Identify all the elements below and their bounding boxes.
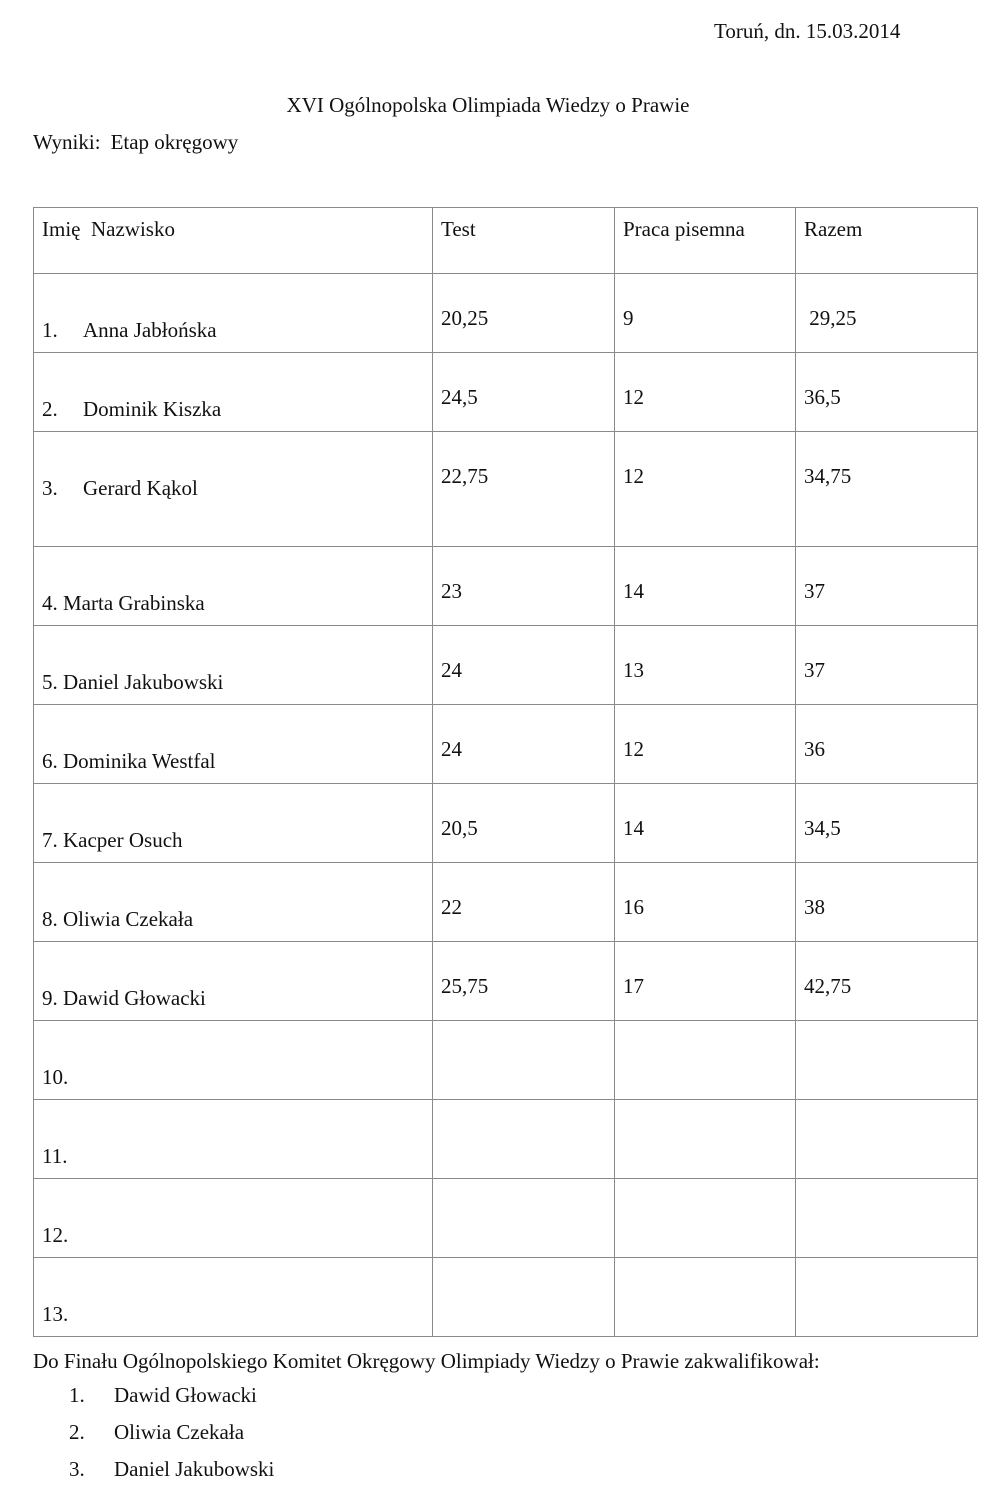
table-header-row xyxy=(34,208,978,274)
score-total-cell xyxy=(796,863,978,942)
participant-entry xyxy=(42,986,206,1011)
participant-number: 2. xyxy=(42,397,58,421)
participant-entry xyxy=(42,1302,68,1327)
qualified-list xyxy=(33,1383,274,1494)
score-written: 12 xyxy=(623,737,644,761)
participant-number: 12. xyxy=(42,1223,69,1247)
score-total: 36,5 xyxy=(804,385,841,409)
participant-name: Daniel Jakubowski xyxy=(63,670,224,694)
participant-name: Marta Grabinska xyxy=(63,591,205,615)
participant-name: Oliwia Czekała xyxy=(63,907,194,931)
score-total: 34,75 xyxy=(804,464,852,488)
participant-cell xyxy=(34,1021,433,1100)
score-total-cell xyxy=(796,353,978,432)
score-total: 37 xyxy=(804,658,825,682)
score-test: 23 xyxy=(441,579,462,603)
score-written: 12 xyxy=(623,464,644,488)
score-written-cell xyxy=(615,705,796,784)
participant-number: 3. xyxy=(42,476,58,500)
score-written-cell xyxy=(615,1100,796,1179)
qualified-item xyxy=(33,1457,274,1494)
table-row xyxy=(34,863,978,942)
participant-cell xyxy=(34,547,433,626)
score-test-cell xyxy=(433,626,615,705)
score-written-cell xyxy=(615,432,796,547)
qualified-item xyxy=(33,1420,274,1457)
score-written: 16 xyxy=(623,895,644,919)
participant-entry xyxy=(42,1144,67,1169)
score-test: 22,75 xyxy=(441,464,489,488)
qualified-number: 3. xyxy=(69,1457,85,1481)
score-test: 24 xyxy=(441,737,462,761)
participant-entry xyxy=(42,907,193,932)
score-written-cell xyxy=(615,547,796,626)
score-written-cell xyxy=(615,274,796,353)
table-row xyxy=(34,1258,978,1337)
participant-entry xyxy=(42,397,221,422)
score-total-cell xyxy=(796,274,978,353)
score-total-cell xyxy=(796,1258,978,1337)
table-row xyxy=(34,353,978,432)
score-total-cell xyxy=(796,432,978,547)
participant-number: 1. xyxy=(42,318,58,342)
participant-number: 9. xyxy=(42,986,58,1010)
participant-cell xyxy=(34,1179,433,1258)
score-test-cell xyxy=(433,432,615,547)
column-header-written-label: Praca pisemna xyxy=(623,217,745,241)
participant-cell xyxy=(34,942,433,1021)
score-total-cell xyxy=(796,547,978,626)
stage-label: Etap okręgowy xyxy=(110,130,239,154)
participant-number: 8. xyxy=(42,907,58,931)
score-test-cell xyxy=(433,547,615,626)
participant-number: 13. xyxy=(42,1302,69,1326)
column-header-name xyxy=(34,208,433,274)
column-header-test-label: Test xyxy=(441,217,476,241)
table-row xyxy=(34,274,978,353)
score-test: 25,75 xyxy=(441,974,489,998)
score-written-cell xyxy=(615,353,796,432)
table-row xyxy=(34,1021,978,1100)
participant-cell xyxy=(34,626,433,705)
score-test-cell xyxy=(433,274,615,353)
score-test-cell xyxy=(433,1021,615,1100)
column-header-total-label: Razem xyxy=(804,217,863,241)
column-header-written xyxy=(615,208,796,274)
participant-number: 6. xyxy=(42,749,58,773)
table-row xyxy=(34,1100,978,1179)
participant-cell xyxy=(34,353,433,432)
table-row xyxy=(34,432,978,547)
score-written: 13 xyxy=(623,658,644,682)
document-date: Toruń, dn. 15.03.2014 xyxy=(714,19,901,43)
table-row xyxy=(34,547,978,626)
score-written-cell xyxy=(615,1258,796,1337)
participant-entry xyxy=(42,749,215,774)
column-header-total xyxy=(796,208,978,274)
table-row xyxy=(34,784,978,863)
score-total-cell xyxy=(796,626,978,705)
participant-cell xyxy=(34,705,433,784)
score-test-cell xyxy=(433,942,615,1021)
score-written: 12 xyxy=(623,385,644,409)
score-test-cell xyxy=(433,705,615,784)
participant-entry xyxy=(42,318,217,343)
results-table xyxy=(33,207,978,1337)
column-header-test xyxy=(433,208,615,274)
participant-name: Gerard Kąkol xyxy=(83,476,198,500)
results-label: Wyniki: xyxy=(33,130,101,154)
score-test-cell xyxy=(433,353,615,432)
score-total: 37 xyxy=(804,579,825,603)
participant-number: 11. xyxy=(42,1144,68,1168)
results-subtitle xyxy=(33,130,238,155)
score-total: 34,5 xyxy=(804,816,841,840)
table-row xyxy=(34,705,978,784)
participant-cell xyxy=(34,432,433,547)
participant-cell xyxy=(34,863,433,942)
column-header-name-label: Imię Nazwisko xyxy=(42,217,175,241)
participant-name: Anna Jabłońska xyxy=(83,318,217,342)
participant-name: Dawid Głowacki xyxy=(63,986,206,1010)
qualified-name: Daniel Jakubowski xyxy=(114,1457,275,1481)
score-test: 24,5 xyxy=(441,385,478,409)
score-written: 9 xyxy=(623,306,634,330)
document-title: XVI Ogólnopolska Olimpiada Wiedzy o Prawie xyxy=(286,93,690,117)
score-written: 17 xyxy=(623,974,644,998)
score-written-cell xyxy=(615,784,796,863)
participant-entry xyxy=(42,670,223,695)
qualification-note: Do Finału Ogólnopolskiego Komitet Okręgowy Olimpiady Wiedzy o Prawie zakwalifikował: xyxy=(33,1349,820,1373)
score-test: 24 xyxy=(441,658,462,682)
qualified-number: 1. xyxy=(69,1383,85,1407)
qualified-number: 2. xyxy=(69,1420,85,1444)
score-test: 20,25 xyxy=(441,306,489,330)
participant-entry xyxy=(42,1223,68,1248)
participant-number: 10. xyxy=(42,1065,69,1089)
participant-cell xyxy=(34,784,433,863)
qualified-item xyxy=(33,1383,274,1420)
score-test-cell xyxy=(433,1179,615,1258)
score-written: 14 xyxy=(623,816,644,840)
score-written-cell xyxy=(615,626,796,705)
participant-entry xyxy=(42,591,205,616)
score-test-cell xyxy=(433,784,615,863)
participant-name: Dominika Westfal xyxy=(63,749,216,773)
score-total-cell xyxy=(796,942,978,1021)
score-total-cell xyxy=(796,1100,978,1179)
table-row xyxy=(34,942,978,1021)
score-total: 38 xyxy=(804,895,825,919)
score-written-cell xyxy=(615,1021,796,1100)
participant-cell xyxy=(34,274,433,353)
participant-cell xyxy=(34,1100,433,1179)
table-row xyxy=(34,1179,978,1258)
table-row xyxy=(34,626,978,705)
qualified-name: Dawid Głowacki xyxy=(114,1383,257,1407)
participant-entry xyxy=(42,828,183,853)
score-written-cell xyxy=(615,863,796,942)
score-test: 20,5 xyxy=(441,816,478,840)
qualified-name: Oliwia Czekała xyxy=(114,1420,245,1444)
participant-name: Kacper Osuch xyxy=(63,828,183,852)
score-test-cell xyxy=(433,863,615,942)
score-total: 29,25 xyxy=(804,306,857,330)
score-test: 22 xyxy=(441,895,462,919)
participant-cell xyxy=(34,1258,433,1337)
score-written: 14 xyxy=(623,579,644,603)
score-total-cell xyxy=(796,1021,978,1100)
score-total-cell xyxy=(796,705,978,784)
participant-name: Dominik Kiszka xyxy=(83,397,222,421)
participant-entry xyxy=(42,1065,68,1090)
score-written-cell xyxy=(615,942,796,1021)
score-total: 42,75 xyxy=(804,974,852,998)
score-total: 36 xyxy=(804,737,825,761)
score-total-cell xyxy=(796,1179,978,1258)
participant-number: 5. xyxy=(42,670,58,694)
score-total-cell xyxy=(796,784,978,863)
score-written-cell xyxy=(615,1179,796,1258)
participant-number: 7. xyxy=(42,828,58,852)
score-test-cell xyxy=(433,1258,615,1337)
participant-number: 4. xyxy=(42,591,58,615)
score-test-cell xyxy=(433,1100,615,1179)
participant-entry xyxy=(42,476,198,501)
